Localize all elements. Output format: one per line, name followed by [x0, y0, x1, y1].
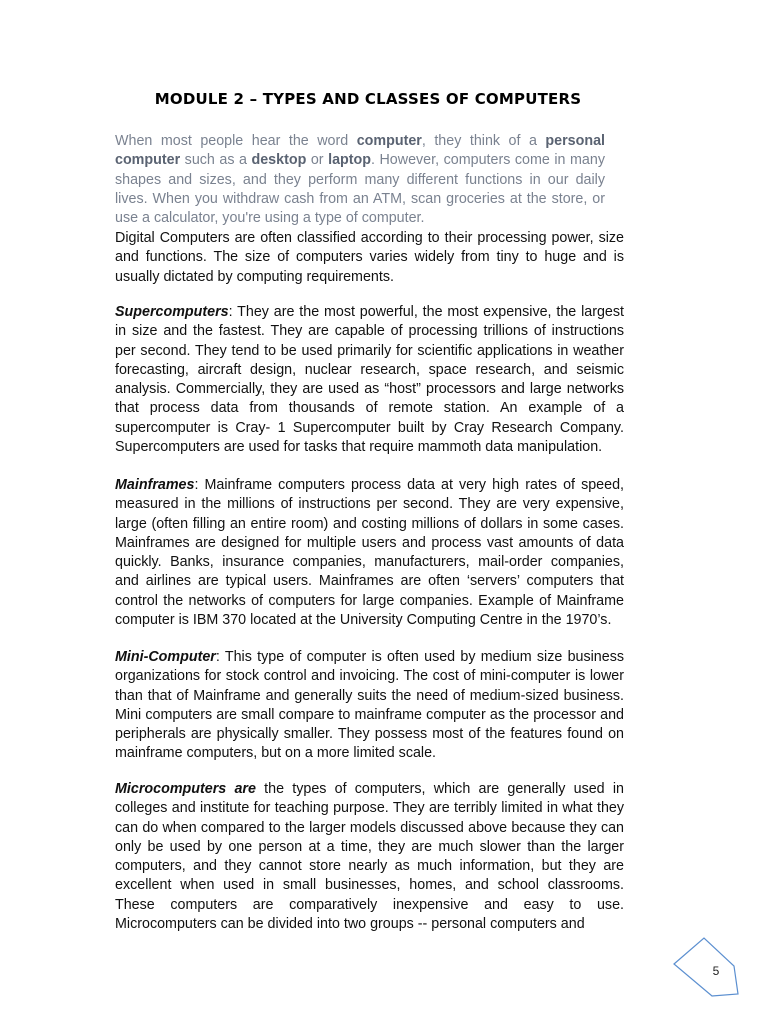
intro-text: such as a	[180, 152, 252, 169]
microcomputers-term: Microcomputers are	[115, 781, 256, 797]
minicomputer-paragraph	[115, 648, 624, 764]
intro-keyword-computer: computer	[356, 133, 422, 149]
intro-keyword-desktop: desktop	[251, 152, 307, 169]
page-title: MODULE 2 – TYPES AND CLASSES OF COMPUTERS	[154, 90, 582, 108]
digital-computers-paragraph: Digital Computers are often classified according to their processing power, size and functions. The size of computers varies widely from tiny to huge and is usually dictated by computing requirements.	[115, 230, 624, 285]
page-number: 5	[712, 964, 720, 978]
supercomputers-term: Supercomputers	[115, 304, 229, 320]
supercomputers-text: : They are the most powerful, the most expensive, the largest in size and the fastest. They are capable of processing trillions of instructions per second. They tend to be used primarily for scientific applications in weather forecasting, aircraft design, nuclear research, space research, and seismic analysis. Commercially, they are used as “host” processors and large networks that process data from thousands of remote station. An example of a supercomputer is Cray- 1 Supercomputer built by Cray Research Company. Supercomputers are used for tasks that require mammoth data manipulation.	[115, 304, 624, 456]
intro-paragraph	[115, 132, 605, 228]
microcomputers-text: the types of computers, which are generally used in colleges and institute for teaching purpose. They are terribly limited in what they can do when compared to the larger models discussed above because they can only be used by one person at a time, they are much slower than the larger computers, and they cannot store nearly as much information, but they are excellent when used in small businesses, homes, and school classrooms. These computers are comparatively inexpensive and easy to use. Microcomputers can be divided into two groups -- personal computers and	[115, 781, 624, 933]
mainframes-paragraph	[115, 476, 624, 630]
intro-text: , they think of a	[421, 133, 546, 149]
intro-text: When most people hear the word	[115, 133, 357, 149]
intro-text: or	[306, 152, 329, 169]
mainframes-term: Mainframes	[115, 477, 195, 493]
intro-text: . However, computers come in many shapes and sizes, and they perform many different functions in our daily lives. When you withdraw cash from an ATM, scan groceries at the store, or use a calculator, you're using a type of computer.	[115, 152, 605, 227]
intro-keyword-laptop: laptop	[328, 152, 371, 169]
microcomputers-paragraph	[115, 780, 624, 938]
minicomputer-term: Mini-Computer	[115, 649, 216, 665]
minicomputer-text: : This type of computer is often used by medium size business organizations for stock control and invoicing. The cost of mini-computer is lower than that of Mainframe and generally suits the need of medium-sized business. Mini computers are small compare to mainframe computer as the processor and peripherals are physically smaller. They possess most of the features found on mainframe computers, but on a more limited scale.	[115, 649, 624, 762]
intro-keyword-personal-computer: personal computer	[115, 133, 605, 169]
supercomputers-paragraph	[115, 303, 624, 457]
mainframes-text: : Mainframe computers process data at very high rates of speed, measured in the millions of instructions per second. They are very expensive, large (often filling an entire room) and costing millions of dollars in some cases. Mainframes are designed for multiple users and process vast amounts of data quickly. Banks, insurance companies, manufacturers, mail-order companies, and airlines are typical users. Mainframes are often ‘servers’ computers that control the networks of computers for large companies. Example of Mainframe computer is IBM 370 located at the University Computing Centre in the 1970’s.	[115, 477, 624, 629]
